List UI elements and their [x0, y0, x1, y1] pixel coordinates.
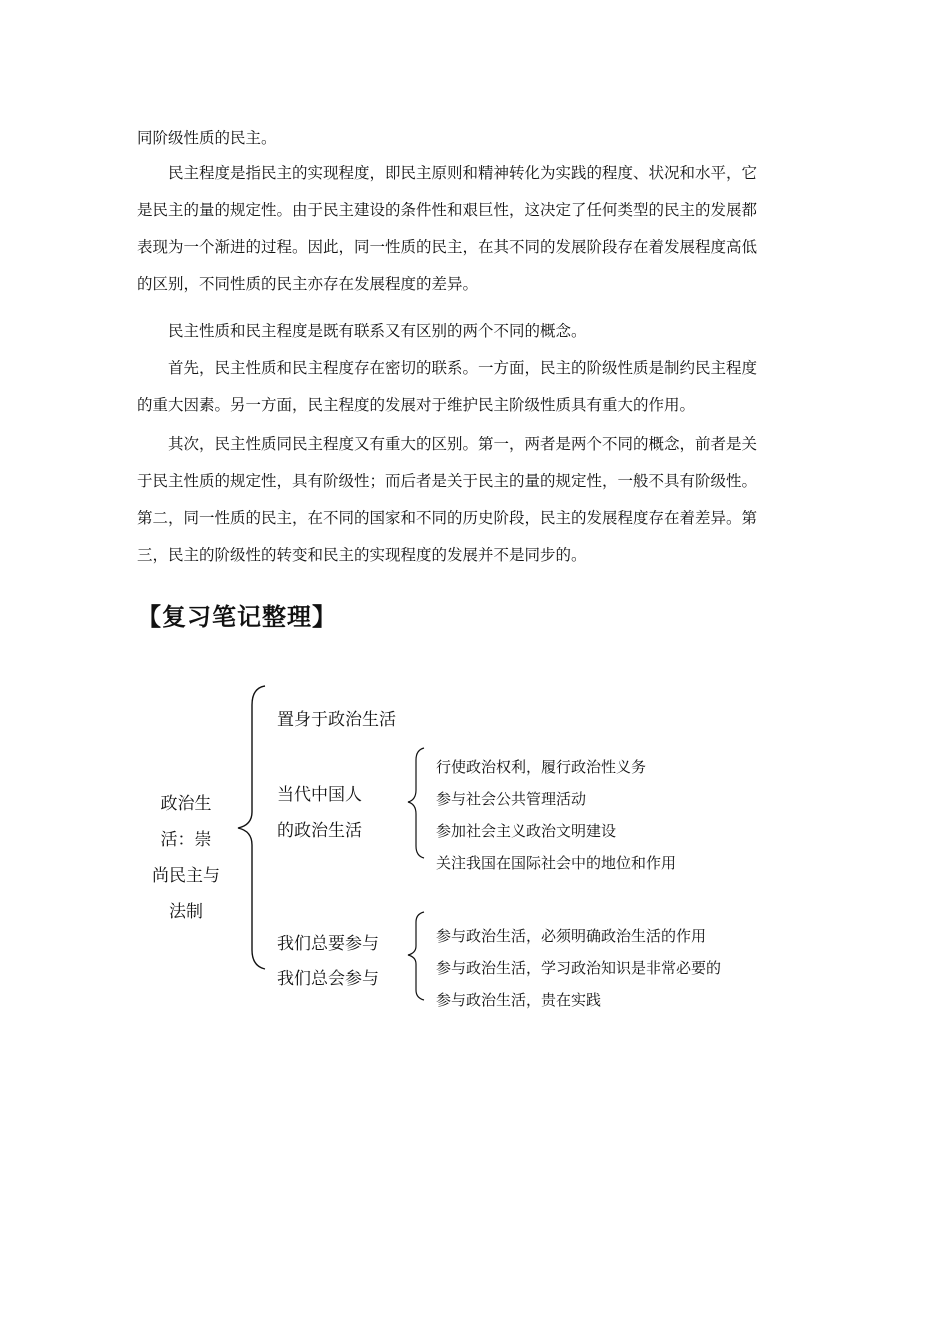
text-line: 的区别，不同性质的民主亦存在发展程度的差异。: [137, 275, 479, 293]
branch-3-line-1: 我们总要参与: [277, 934, 379, 954]
text-line: 第二，同一性质的民主，在不同的国家和不同的历史阶段，民主的发展程度存在着差异。第: [137, 509, 758, 527]
root-brace: [238, 686, 265, 969]
root-node: [138, 786, 234, 930]
branch-3-item: 参与政治生活，学习政治知识是非常必要的: [436, 959, 722, 977]
branch-2-item: 关注我国在国际社会中的地位和作用: [436, 854, 677, 872]
root-line: 活：崇: [160, 830, 212, 850]
text-line: 三，民主的阶级性的转变和民主的实现程度的发展并不是同步的。: [137, 546, 587, 564]
text-line: 是民主的量的规定性。由于民主建设的条件性和艰巨性，这决定了任何类型的民主的发展都: [137, 201, 758, 219]
text-line: 于民主性质的规定性，具有阶级性；而后者是关于民主的量的规定性，一般不具有阶级性。: [137, 472, 758, 490]
text-line: 民主性质和民主程度是既有联系又有区别的两个不同的概念。: [137, 322, 587, 340]
branch-2-line-1: 当代中国人: [277, 785, 362, 805]
branch-2-item: 行使政治权利，履行政治性义务: [436, 758, 647, 776]
text-line: 表现为一个渐进的过程。因此，同一性质的民主，在其不同的发展阶段存在着发展程度高低: [137, 238, 758, 256]
root-line: 政治生: [160, 794, 212, 814]
branch3-brace: [408, 912, 424, 1000]
branch-1: 置身于政治生活: [277, 710, 396, 730]
branch-3-item: 参与政治生活，贵在实践: [436, 991, 602, 1009]
branch-2-line-2: 的政治生活: [277, 821, 362, 841]
text-line: 首先，民主性质和民主程度存在密切的联系。一方面，民主的阶级性质是制约民主程度: [137, 359, 758, 377]
branch-3-item: 参与政治生活，必须明确政治生活的作用: [436, 927, 707, 945]
text-line: 民主程度是指民主的实现程度，即民主原则和精神转化为实践的程度、状况和水平，它: [137, 164, 758, 182]
branch-2-item: 参加社会主义政治文明建设: [436, 822, 617, 840]
text-line: 其次，民主性质同民主程度又有重大的区别。第一，两者是两个不同的概念，前者是关: [137, 435, 758, 453]
branch2-brace: [408, 748, 424, 858]
branch-3-line-2: 我们总会参与: [277, 969, 379, 989]
text-line: 的重大因素。另一方面，民主程度的发展对于维护民主阶级性质具有重大的作用。: [137, 396, 696, 414]
root-line: 尚民主与: [152, 866, 220, 886]
branch-2-item: 参与社会公共管理活动: [436, 790, 587, 808]
text-line: 同阶级性质的民主。: [137, 129, 277, 147]
section-heading: 【复习笔记整理】: [137, 603, 337, 631]
root-line: 法制: [169, 902, 203, 922]
